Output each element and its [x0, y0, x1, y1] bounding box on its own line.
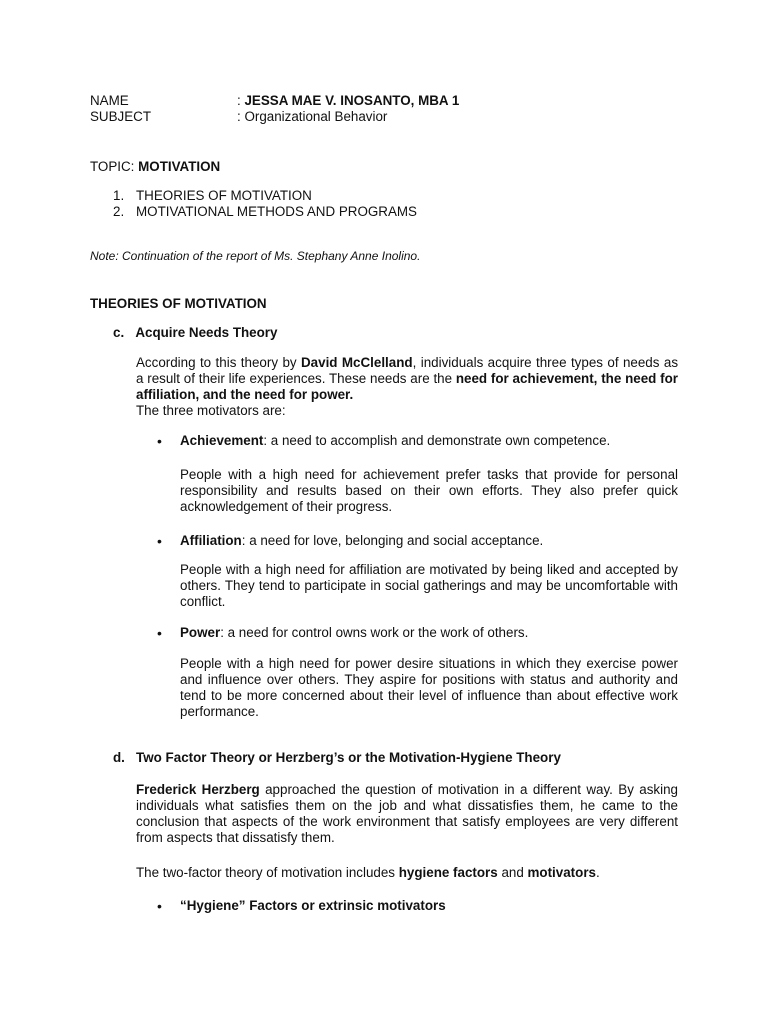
- name-label: NAME: [90, 93, 129, 108]
- power-item: Power: a need for control owns work or the work of others.: [180, 625, 529, 640]
- name-text: JESSA MAE V. INOSANTO, MBA 1: [244, 93, 460, 108]
- herzberg-name: Frederick Herzberg: [136, 782, 260, 797]
- achievement-item: Achievement: a need to accomplish and demonstrate own competence.: [180, 433, 611, 448]
- name-value: [237, 93, 459, 109]
- two-factor-summary: The two-factor theory of motivation includes hygiene factors and motivators.: [136, 865, 600, 880]
- mcclelland-name: David McClelland: [301, 355, 413, 370]
- topic-item-1-number: 1.: [113, 188, 125, 203]
- achievement-detail: People with a high need for achievement prefer tasks that provide for personal responsibility and results based on their own efforts. They also prefer quick acknowledgement of their progress.: [180, 467, 678, 514]
- topic-value: MOTIVATION: [138, 159, 221, 174]
- topic-line: [90, 159, 220, 175]
- affiliation-item: Affiliation: a need for love, belonging and social acceptance.: [180, 533, 544, 548]
- power-term: Power: [180, 625, 221, 640]
- topic-label: TOPIC:: [90, 159, 139, 174]
- section-title: THEORIES OF MOTIVATION: [90, 296, 267, 311]
- report-note: Note: Continuation of the report of Ms. Stephany Anne Inolino.: [90, 249, 421, 263]
- affiliation-term: Affiliation: [180, 533, 242, 548]
- topic-item-2-number: 2.: [113, 204, 125, 219]
- bullet-icon: •: [157, 533, 162, 549]
- topic-item-2: MOTIVATIONAL METHODS AND PROGRAMS: [136, 204, 417, 219]
- motivators-term: motivators: [527, 865, 596, 880]
- subject-value: : Organizational Behavior: [237, 109, 388, 124]
- topic-item-1: THEORIES OF MOTIVATION: [136, 188, 312, 203]
- power-detail: People with a high need for power desire situations in which they exercise power and influence over others. They aspire for positions with status and authority and tend to be more concerned about their level of influence than about effective work performance.: [180, 656, 678, 719]
- hygiene-factors-term: hygiene factors: [398, 865, 498, 880]
- herzberg-paragraph: Frederick Herzberg approached the question of motivation in a different way. By asking individuals what satisfies them on the job and what dissatisfies them, he came to the conclusion that aspects of the work environment that satisfy employees are very different from aspects that dissatisfy them.: [136, 782, 678, 845]
- achievement-term: Achievement: [180, 433, 264, 448]
- bullet-icon: •: [157, 625, 162, 641]
- bullet-icon: •: [157, 433, 162, 449]
- three-motivators-line: The three motivators are:: [136, 403, 286, 418]
- acquire-needs-heading: c. Acquire Needs Theory: [113, 325, 278, 340]
- affiliation-detail: People with a high need for affiliation are motivated by being liked and accepted by others. They tend to participate in social gatherings and may be uncomfortable with conflict.: [180, 562, 678, 609]
- needs-list: need for achievement, the need for affiliation, and the need for power.: [136, 371, 678, 402]
- subject-label: SUBJECT: [90, 109, 152, 124]
- hygiene-factors-heading: “Hygiene” Factors or extrinsic motivators: [180, 898, 446, 913]
- name-separator: :: [237, 93, 241, 108]
- herzberg-heading: d. Two Factor Theory or Herzberg’s or the Motivation-Hygiene Theory: [113, 750, 561, 765]
- bullet-icon: •: [157, 898, 162, 914]
- acquire-needs-intro: According to this theory by David McClelland, individuals acquire three types of needs as a result of their life experiences. These needs are the need for achievement, the need for affiliation, and the need for power.: [136, 355, 679, 402]
